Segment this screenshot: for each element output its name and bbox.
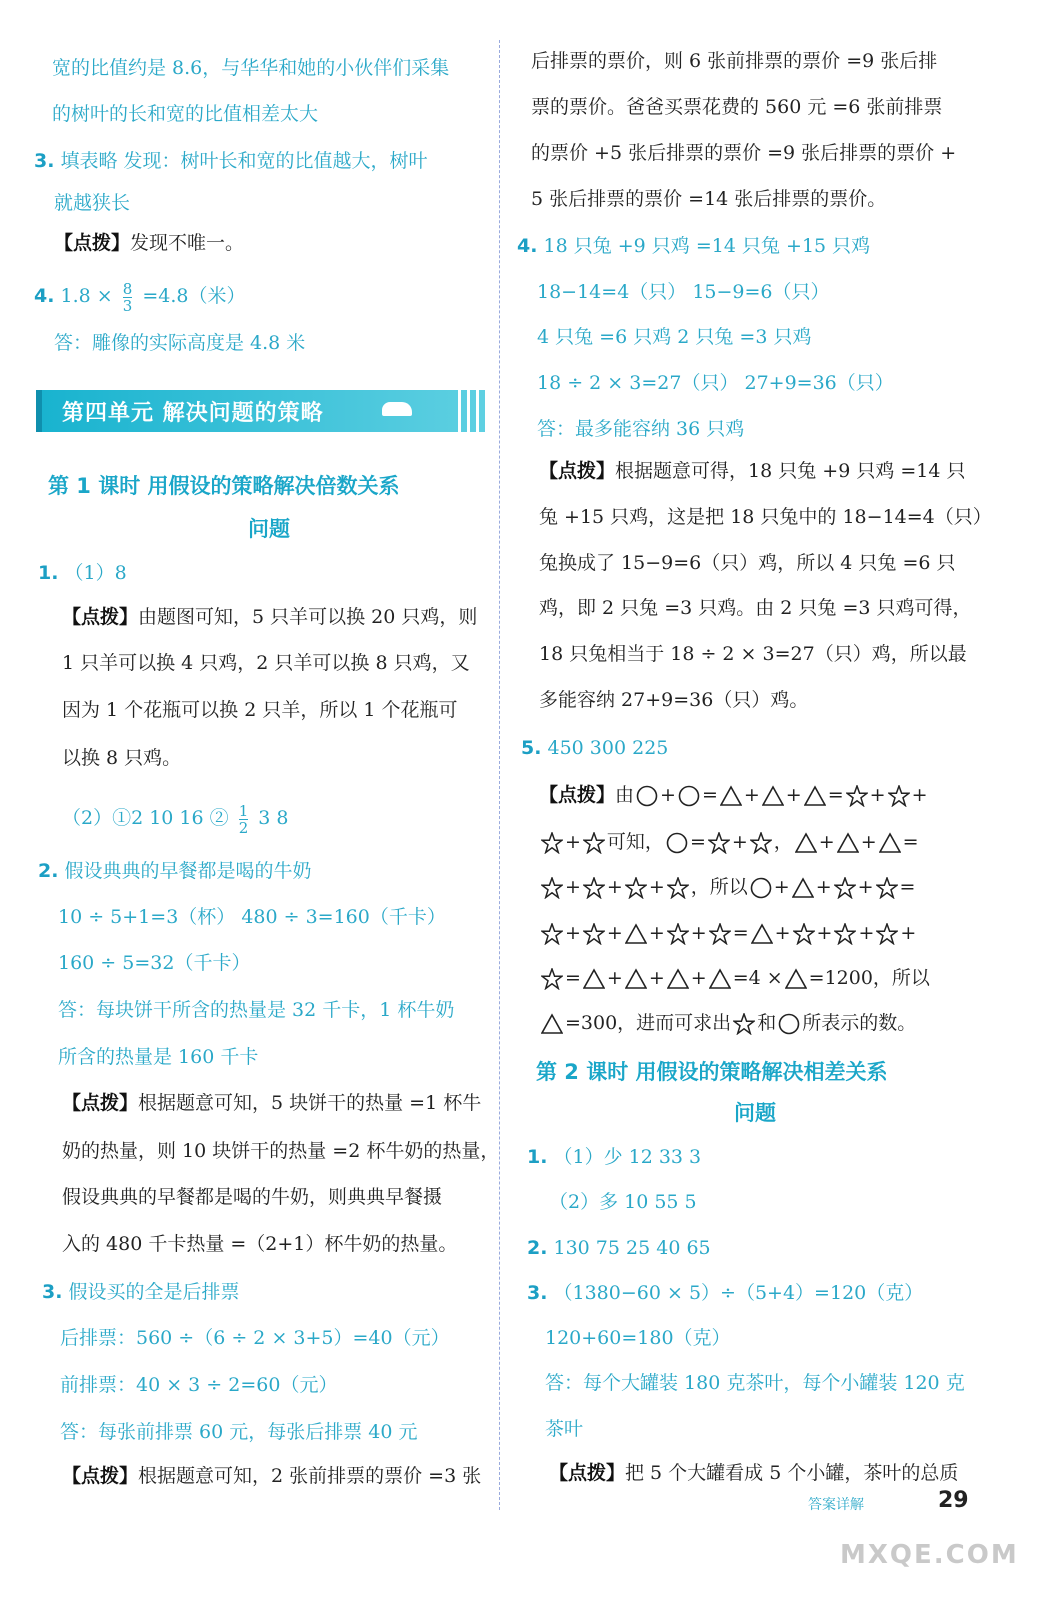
tip <box>62 1090 481 1116</box>
problem-2 <box>38 858 312 884</box>
triangle-icon <box>804 785 826 807</box>
question-number: 3. <box>34 150 55 172</box>
tip-text: =300，进而可求出 <box>565 1012 732 1034</box>
tip-text: 根据题意可知，2 张前排票的票价 =3 张 <box>138 1465 482 1487</box>
equation-part: =4.8（米） <box>142 285 246 307</box>
star-icon <box>733 1013 755 1035</box>
fraction <box>239 803 249 836</box>
tip-tag: 【点拨】 <box>62 1092 139 1114</box>
triangle-icon <box>625 923 647 945</box>
tip-text: 和 <box>757 1012 777 1034</box>
op: + <box>731 831 748 853</box>
triangle-icon <box>720 785 742 807</box>
text-line: 的树叶的长和宽的比值相差太大 <box>52 103 319 125</box>
tip-text: 鸡，即 2 只兔 =3 只鸡。由 2 只兔 =3 只鸡可得， <box>539 597 972 619</box>
fraction-numerator: 8 <box>122 279 133 298</box>
problem-1 <box>38 560 127 586</box>
tip-text: 票的票价。爸爸买票花费的 560 元 =6 张前排票 <box>531 96 943 118</box>
question-4 <box>34 276 245 316</box>
circle-icon <box>778 1013 800 1035</box>
question-3 <box>34 148 428 174</box>
op: + <box>606 922 623 944</box>
answer-text: 答：最多能容纳 36 只鸡 <box>537 418 745 440</box>
answer-text: 答：每个大罐装 180 克茶叶，每个小罐装 120 克 <box>545 1372 965 1394</box>
op: + <box>606 876 623 898</box>
tip-text: 18 只兔相当于 18 ÷ 2 × 3=27（只）鸡，所以最 <box>539 643 967 665</box>
op: + <box>818 831 835 853</box>
question-number: 4. <box>517 235 538 257</box>
star-icon <box>541 877 563 899</box>
answer-text: 18 ÷ 2 × 3=27（只） 27+9=36（只） <box>537 372 894 394</box>
tip-text: 假设典典的早餐都是喝的牛奶，则典典早餐摄 <box>62 1186 443 1208</box>
tip-text: 根据题意可知，5 块饼干的热量 =1 杯牛 <box>138 1092 482 1114</box>
star-icon <box>541 968 563 990</box>
star-icon <box>667 923 689 945</box>
tip <box>549 1460 958 1486</box>
op: + <box>606 967 623 989</box>
op: = <box>701 784 718 806</box>
tip-text: 由题图可知，5 只羊可以换 20 只鸡，则 <box>138 606 478 628</box>
star-icon <box>876 877 898 899</box>
tip-text: 兔换成了 15−9=6（只）鸡，所以 4 只兔 =6 只 <box>539 552 956 574</box>
triangle-icon <box>762 785 784 807</box>
op: + <box>900 922 917 944</box>
star-icon <box>708 832 730 854</box>
star-icon <box>667 877 689 899</box>
question-number: 1. <box>527 1146 548 1168</box>
circle-icon <box>636 785 658 807</box>
op: + <box>690 967 707 989</box>
star-icon <box>625 877 647 899</box>
star-icon <box>583 923 605 945</box>
watermark: MXQE.COM <box>840 1540 1019 1570</box>
op: = <box>689 831 706 853</box>
answer-text: 3 8 <box>258 807 289 829</box>
answer-text: 后排票：560 ÷（6 ÷ 2 × 3+5）=40（元） <box>60 1327 450 1349</box>
circle-icon <box>750 877 772 899</box>
tip-tag: 【点拨】 <box>54 232 131 254</box>
star-icon <box>541 923 563 945</box>
tip-text: 以换 8 只鸡。 <box>62 747 182 769</box>
answer-text: 120+60=180（克） <box>545 1327 731 1349</box>
triangle-icon <box>837 832 859 854</box>
unit-title: 第四单元 解决问题的策略 <box>62 401 324 426</box>
star-icon <box>541 832 563 854</box>
answer-text: 假设典典的早餐都是喝的牛奶 <box>64 860 312 882</box>
text-line: 宽的比值约是 8.6，与华华和她的小伙伴们采集 <box>52 57 450 79</box>
op: + <box>773 876 790 898</box>
triangle-icon <box>583 968 605 990</box>
lesson-title-cont: 问题 <box>248 517 290 541</box>
op: + <box>648 967 665 989</box>
op: + <box>743 784 760 806</box>
tip-text: 多能容纳 27+9=36（只）鸡。 <box>539 689 809 711</box>
footer-label: 答案详解 <box>808 1497 864 1513</box>
op: + <box>816 922 833 944</box>
answer-text: 答：每块饼干所含的热量是 32 千卡，1 杯牛奶 <box>58 999 455 1021</box>
question-number: 3. <box>527 1282 548 1304</box>
answer-text: （1）8 <box>64 562 127 584</box>
answer-text: 160 ÷ 5=32（千卡） <box>58 952 251 974</box>
answer-text: 18−14=4（只） 15−9=6（只） <box>537 281 830 303</box>
answer-text: 所含的热量是 160 千卡 <box>58 1046 259 1068</box>
tip <box>62 1463 481 1489</box>
tip-text: =4 × <box>732 967 783 989</box>
question-5 <box>521 735 668 761</box>
tip-text: ，所以 <box>690 876 748 898</box>
op: + <box>660 784 676 806</box>
tip-tag: 【点拨】 <box>539 460 616 482</box>
problem-3 <box>42 1279 240 1305</box>
star-icon <box>846 785 868 807</box>
op: + <box>565 876 581 898</box>
tip-text: 因为 1 个花瓶可以换 2 只羊，所以 1 个花瓶可 <box>62 699 458 721</box>
star-icon <box>888 785 910 807</box>
star-icon <box>750 832 772 854</box>
question-4 <box>517 233 870 259</box>
triangle-icon <box>785 968 807 990</box>
tip <box>62 604 477 630</box>
fraction-numerator: 1 <box>238 801 249 820</box>
answer-text: 茶叶 <box>545 1418 584 1440</box>
answer-text: 假设买的全是后排票 <box>68 1281 240 1303</box>
op: + <box>858 922 875 944</box>
answer-text: 填表略 发现：树叶长和宽的比值越大，树叶 <box>60 150 428 172</box>
triangle-icon <box>879 832 901 854</box>
tip-text: 5 张后排票的票价 =14 张后排票的票价。 <box>531 188 887 210</box>
tip-text: 1 只羊可以换 4 只鸡，2 只羊可以换 8 只鸡，又 <box>62 652 470 674</box>
shape-line-5 <box>539 965 930 991</box>
tip-text: 可知， <box>606 831 664 853</box>
triangle-icon <box>667 968 689 990</box>
answer-text: 答：每张前排票 60 元，每张后排票 40 元 <box>60 1421 418 1443</box>
star-icon <box>709 923 731 945</box>
fraction <box>123 281 133 314</box>
op: + <box>774 922 791 944</box>
problem-1 <box>527 1144 701 1170</box>
answer-text: 答：雕像的实际高度是 4.8 米 <box>54 332 306 354</box>
answer-text: 10 ÷ 5+1=3（杯） 480 ÷ 3=160（千卡） <box>58 906 446 928</box>
shape-line-6 <box>539 1010 916 1036</box>
banner-decoration <box>458 390 488 432</box>
op: + <box>857 876 874 898</box>
triangle-icon <box>751 923 773 945</box>
question-number: 5. <box>521 737 542 759</box>
op: + <box>648 922 665 944</box>
question-number: 2. <box>527 1237 548 1259</box>
car-icon <box>382 402 412 416</box>
fraction-denominator: 3 <box>122 296 133 315</box>
answer-text: （1）少 12 33 3 <box>553 1146 702 1168</box>
star-icon <box>793 923 815 945</box>
answer-text: 前排票：40 × 3 ÷ 2=60（元） <box>60 1374 338 1396</box>
tip <box>54 230 244 256</box>
lesson-title-cont: 问题 <box>734 1101 776 1125</box>
star-icon <box>876 923 898 945</box>
column-divider <box>499 40 500 1510</box>
tip-text: 所表示的数。 <box>802 1012 917 1034</box>
tip-text: 入的 480 千卡热量 =（2+1）杯牛奶的热量。 <box>62 1233 458 1255</box>
tip-tag: 【点拨】 <box>549 1462 626 1484</box>
op: + <box>911 784 928 806</box>
answer-text: 18 只兔 +9 只鸡 =14 只兔 +15 只鸡 <box>543 235 871 257</box>
star-icon <box>834 923 856 945</box>
tip-text: 的票价 +5 张后排票的票价 =9 张后排票的票价 + <box>531 142 957 164</box>
tip-tag: 【点拨】 <box>62 1465 139 1487</box>
answer-text: （1380−60 × 5）÷（5+4）=120（克） <box>553 1282 924 1304</box>
tip-text: 发现不唯一。 <box>130 232 245 254</box>
op: + <box>565 922 581 944</box>
op: ， <box>773 831 793 853</box>
answer-text: （2）①2 10 16 ② <box>62 807 229 829</box>
tip-text: 根据题意可得，18 只兔 +9 只鸡 =14 只 <box>615 460 966 482</box>
question-number: 2. <box>38 860 59 882</box>
shape-line-4 <box>539 920 916 946</box>
answer-text: 4 只兔 =6 只鸡 2 只兔 =3 只鸡 <box>537 326 812 348</box>
problem-2 <box>527 1235 711 1261</box>
question-number: 3. <box>42 1281 63 1303</box>
answer-text: 130 75 25 40 65 <box>553 1237 711 1259</box>
shape-line-1 <box>539 782 927 808</box>
star-icon <box>583 832 605 854</box>
op: + <box>860 831 877 853</box>
op: = <box>902 831 919 853</box>
op: + <box>565 831 581 853</box>
tip-text: 由 <box>615 784 635 806</box>
op: = <box>899 876 916 898</box>
op: = <box>732 922 749 944</box>
triangle-icon <box>625 968 647 990</box>
op: = <box>827 784 844 806</box>
op: + <box>785 784 802 806</box>
lesson-title: 第 2 课时 用假设的策略解决相差关系 <box>536 1060 888 1084</box>
equation-part: 1.8 × <box>60 285 113 307</box>
unit-banner <box>36 390 488 432</box>
op: + <box>815 876 832 898</box>
tip <box>539 458 966 484</box>
circle-icon <box>678 785 700 807</box>
triangle-icon <box>709 968 731 990</box>
lesson-title: 第 1 课时 用假设的策略解决倍数关系 <box>48 474 400 498</box>
tip-text: 把 5 个大罐看成 5 个小罐，茶叶的总质 <box>625 1462 959 1484</box>
question-number: 1. <box>38 562 59 584</box>
problem-3 <box>527 1280 923 1306</box>
answer-text: 450 300 225 <box>547 737 669 759</box>
shape-line-3 <box>539 874 915 900</box>
triangle-icon <box>795 832 817 854</box>
tip-text: =1200，所以 <box>808 967 930 989</box>
op: + <box>869 784 886 806</box>
answer-line <box>62 798 289 838</box>
triangle-icon <box>541 1013 563 1035</box>
op: + <box>690 922 707 944</box>
page-number: 29 <box>938 1488 969 1513</box>
answer-text: 就越狭长 <box>54 192 131 214</box>
tip-tag: 【点拨】 <box>62 606 139 628</box>
star-icon <box>583 877 605 899</box>
tip-text: 兔 +15 只鸡，这是把 18 只兔中的 18−14=4（只） <box>539 506 992 528</box>
tip-text: 奶的热量，则 10 块饼干的热量 =2 杯牛奶的热量， <box>62 1140 500 1162</box>
answer-text: （2）多 10 55 5 <box>549 1191 697 1213</box>
shape-line-2 <box>539 829 919 855</box>
star-icon <box>834 877 856 899</box>
op: = <box>565 967 581 989</box>
circle-icon <box>666 832 688 854</box>
fraction-denominator: 2 <box>238 818 249 837</box>
op: + <box>648 876 665 898</box>
tip-tag: 【点拨】 <box>539 784 616 806</box>
tip-text: 后排票的票价，则 6 张前排票的票价 =9 张后排 <box>531 50 938 72</box>
question-number: 4. <box>34 285 55 307</box>
triangle-icon <box>792 877 814 899</box>
